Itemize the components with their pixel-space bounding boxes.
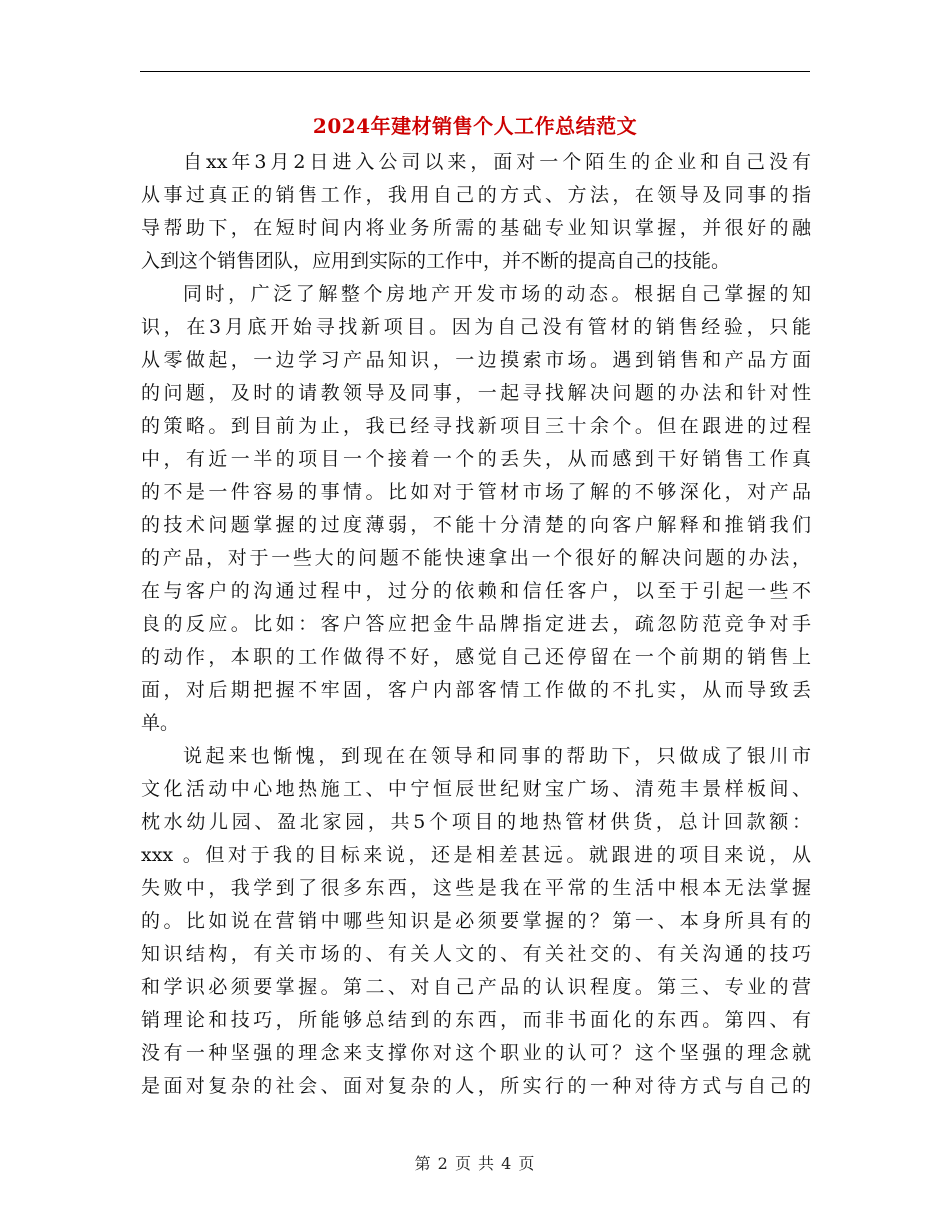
document-body: [141, 146, 811, 1103]
text-line: 从零做起，一边学习产品知识，一边摸索市场。遇到销售和产品方面: [141, 349, 811, 371]
text-line: 的不是一件容易的事情。比如对于管材市场了解的不够深化，对产品: [141, 481, 811, 503]
text-line: 销理论和技巧，所能够总结到的东西，而非书面化的东西。第四、有: [141, 1009, 811, 1031]
text-line: 从事过真正的销售工作，我用自己的方式、方法，在领导及同事的指: [141, 184, 811, 206]
text-line: 文化活动中心地热施工、中宁恒辰世纪财宝广场、清苑丰景样板间、: [141, 778, 811, 800]
text-line: 的产品，对于一些大的问题不能快速拿出一个很好的解决问题的办法，: [141, 547, 811, 569]
text-line: 的策略。到目前为止，我已经寻找新项目三十余个。但在跟进的过程: [141, 415, 811, 437]
text-line: 面，对后期把握不牢固，客户内部客情工作做的不扎实，从而导致丢: [141, 679, 811, 701]
text-line: 单。: [141, 712, 180, 734]
text-line: 的技术问题掌握的过度薄弱，不能十分清楚的向客户解释和推销我们: [141, 514, 811, 536]
text-line: 中，有近一半的项目一个接着一个的丢失，从而感到干好销售工作真: [141, 448, 811, 470]
text-line: xxx 。但对于我的目标来说，还是相差甚远。就跟进的项目来说，从: [141, 844, 811, 866]
document-title: 2024年建材销售个人工作总结范文: [312, 114, 638, 138]
text-line: 同时，广泛了解整个房地产开发市场的动态。根据自己掌握的知: [183, 283, 811, 305]
text-line: 识，在3月底开始寻找新项目。因为自己没有管材的销售经验，只能: [141, 316, 811, 338]
text-line: 良的反应。比如：客户答应把金牛品牌指定进去，疏忽防范竞争对手: [141, 613, 811, 635]
text-line: 在与客户的沟通过程中，过分的依赖和信任客户，以至于引起一些不: [141, 580, 811, 602]
text-line: 自xx年3月2日进入公司以来，面对一个陌生的企业和自己没有: [183, 151, 811, 173]
text-line: 的动作，本职的工作做得不好，感觉自己还停留在一个前期的销售上: [141, 646, 811, 668]
paragraph: [141, 740, 811, 1103]
text-line: 说起来也惭愧，到现在在领导和同事的帮助下，只做成了银川市: [183, 745, 811, 767]
header-rule: [140, 71, 810, 72]
text-line: 没有一种坚强的理念来支撑你对这个职业的认可？这个坚强的理念就: [141, 1042, 811, 1064]
paragraph: [141, 278, 811, 740]
page-number-footer: 第 2 页 共 4 页: [414, 1154, 536, 1173]
text-line: 和学识必须要掌握。第二、对自己产品的认识程度。第三、专业的营: [141, 976, 811, 998]
text-line: 是面对复杂的社会、面对复杂的人，所实行的一种对待方式与自己的: [141, 1075, 811, 1097]
text-line: 导帮助下，在短时间内将业务所需的基础专业知识掌握，并很好的融: [141, 217, 811, 239]
text-line: 的问题，及时的请教领导及同事，一起寻找解决问题的办法和针对性: [141, 382, 811, 404]
text-line: 知识结构，有关市场的、有关人文的、有关社交的、有关沟通的技巧: [141, 943, 811, 965]
text-line: 的。比如说在营销中哪些知识是必须要掌握的？第一、本身所具有的: [141, 910, 811, 932]
text-line: 入到这个销售团队，应用到实际的工作中，并不断的提高自己的技能。: [141, 250, 731, 272]
text-line: 失败中，我学到了很多东西，这些是我在平常的生活中根本无法掌握: [141, 877, 811, 899]
text-line: 枕水幼儿园、盈北家园，共5个项目的地热管材供货，总计回款额：: [141, 811, 811, 833]
paragraph: [141, 146, 811, 278]
